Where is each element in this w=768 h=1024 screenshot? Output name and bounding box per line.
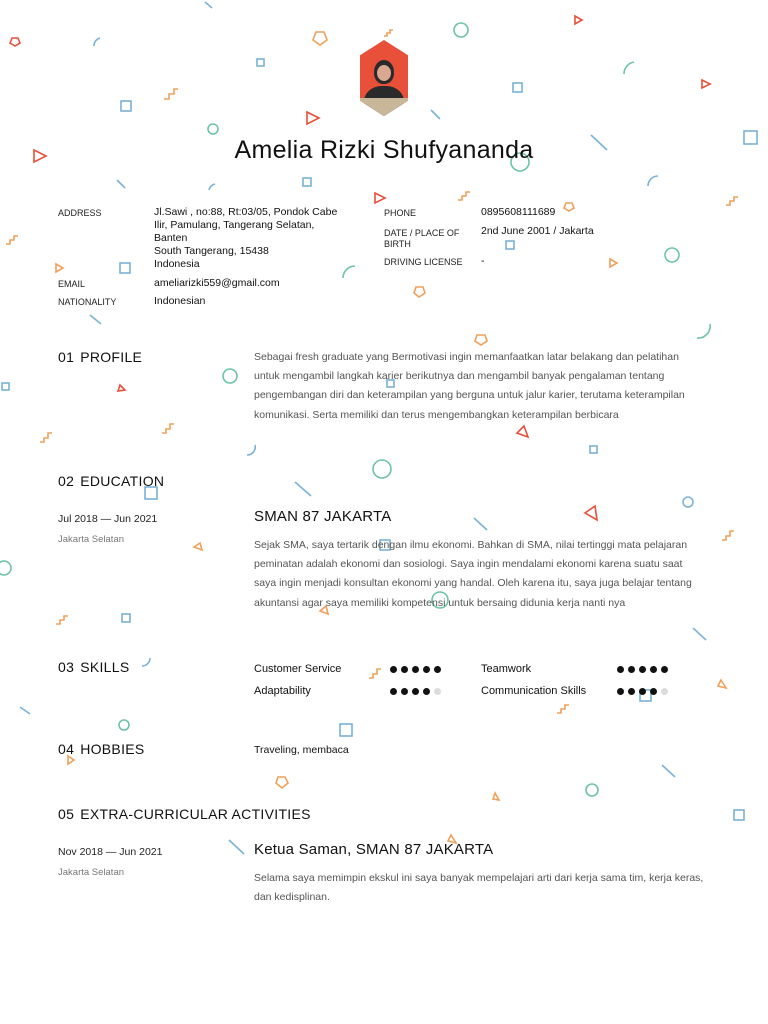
skill-dot-filled <box>423 666 430 673</box>
extracurricular-line: Selama saya memimpin ekskul ini saya banyak mempelajari arti dari kerja sama tim, kerja keras, <box>254 872 704 884</box>
profile-line: Sebagai fresh graduate yang Bermotivasi ingin memanfaatkan latar belakang dan pelatihan <box>254 351 679 363</box>
education-location: Jakarta Selatan <box>58 534 125 545</box>
extracurricular-date: Nov 2018 — Jun 2021 <box>58 846 163 858</box>
address-line: Indonesia <box>154 258 200 270</box>
section-number: 05 <box>58 806 75 822</box>
education-line: saya ingin menjadi konsultan ekonomi yang handal. Oleh karena itu, saya juga belajar tentang <box>254 577 692 590</box>
address-line: South Tangerang, 15438 <box>154 245 269 257</box>
phone-value: 0895608111689 <box>481 206 556 218</box>
skill-dot-filled <box>390 666 397 673</box>
dob-label <box>384 228 459 250</box>
education-heading <box>58 473 164 489</box>
skill-dot-filled <box>434 666 441 673</box>
skill-level-dots <box>617 688 668 695</box>
skill-level-dots <box>390 666 441 673</box>
address-line: Ilir, Pamulang, Tangerang Selatan, <box>154 219 315 231</box>
nationality-label: NATIONALITY <box>58 297 117 307</box>
skill-name: Teamwork <box>481 663 532 675</box>
skill-dot-filled <box>401 688 408 695</box>
driving-license-label: DRIVING LICENSE <box>384 257 463 267</box>
profile-text <box>254 348 716 425</box>
section-title: HOBBIES <box>80 741 145 757</box>
section-number: 04 <box>58 741 75 757</box>
education-date: Jul 2018 — Jun 2021 <box>58 513 158 525</box>
skill-dot-filled <box>661 666 668 673</box>
dob-label-line: DATE / PLACE OF <box>384 228 460 238</box>
section-number: 01 <box>58 349 75 365</box>
address-label: ADDRESS <box>58 208 102 218</box>
skill-dot-filled <box>628 666 635 673</box>
skill-name: Customer Service <box>254 663 342 675</box>
skill-dot-empty <box>434 688 441 695</box>
profile-line: komunikasi. Serta memiliki dan terus mengembangkan keterampilan berbicara <box>254 408 619 421</box>
nationality-value: Indonesian <box>154 295 206 307</box>
profile-heading <box>58 349 142 365</box>
address-line: Banten <box>154 232 188 244</box>
skill-level-dots <box>390 688 441 695</box>
phone-label: PHONE <box>384 208 417 218</box>
education-line: peminatan adalah ekonomi dan sosiologi. Saya ingin mendalami ekonomi karena suatu saat <box>254 558 683 571</box>
extracurricular-location: Jakarta Selatan <box>58 867 125 878</box>
section-title: PROFILE <box>80 349 143 365</box>
email-value: ameliarizki559@gmail.com <box>154 277 280 289</box>
skill-name: Adaptability <box>254 685 311 697</box>
extracurricular-text <box>254 869 716 907</box>
email-label: EMAIL <box>58 279 86 289</box>
hobbies-text: Traveling, membaca <box>254 744 349 756</box>
skill-name: Communication Skills <box>481 685 587 697</box>
profile-line: untuk mengambil langkah karier berikutnya dan mengambil banyak pengalaman tentang <box>254 370 665 383</box>
skill-dot-filled <box>423 688 430 695</box>
dob-label-line: BIRTH <box>384 239 411 249</box>
education-line: akuntansi agar saya memiliki kompetensi untuk bersaing didunia kerja nanti nya <box>254 596 626 609</box>
address-value <box>154 206 364 271</box>
education-school: SMAN 87 JAKARTA <box>254 508 392 525</box>
education-line: Sejak SMA, saya tertarik dengan ilmu ekonomi. Bahkan di SMA, nilai tertinggi mata pelajaran <box>254 539 688 551</box>
skill-dot-filled <box>401 666 408 673</box>
extracurricular-heading <box>58 806 311 822</box>
skill-dot-filled <box>650 666 657 673</box>
profile-photo <box>360 40 408 116</box>
skill-dot-filled <box>412 688 419 695</box>
section-title: EXTRA-CURRICULAR ACTIVITIES <box>80 806 311 822</box>
profile-line: pengembangan diri dan keterampilan yang berguna untuk jalur karier, terutama keterampilan <box>254 389 685 402</box>
hobbies-heading <box>58 741 145 757</box>
skill-level-dots <box>617 666 668 673</box>
education-text <box>254 536 716 613</box>
section-number: 02 <box>58 473 75 489</box>
skill-dot-filled <box>639 666 646 673</box>
skill-dot-filled <box>617 688 624 695</box>
skill-dot-filled <box>650 688 657 695</box>
dob-value: 2nd June 2001 / Jakarta <box>481 225 594 237</box>
extracurricular-role: Ketua Saman, SMAN 87 JAKARTA <box>254 841 494 858</box>
skill-dot-filled <box>390 688 397 695</box>
skill-dot-empty <box>661 688 668 695</box>
section-title: SKILLS <box>80 659 130 675</box>
skills-heading <box>58 659 129 675</box>
address-line: Jl.Sawi , no:88, Rt:03/05, Pondok Cabe <box>154 206 338 218</box>
section-number: 03 <box>58 659 75 675</box>
driving-license-value: - <box>481 255 485 267</box>
skill-dot-filled <box>639 688 646 695</box>
candidate-name: Amelia Rizki Shufyananda <box>234 136 534 164</box>
skill-dot-filled <box>412 666 419 673</box>
extracurricular-line: dan kedisplinan. <box>254 891 330 904</box>
section-title: EDUCATION <box>80 473 165 489</box>
skill-dot-filled <box>617 666 624 673</box>
skill-dot-filled <box>628 688 635 695</box>
